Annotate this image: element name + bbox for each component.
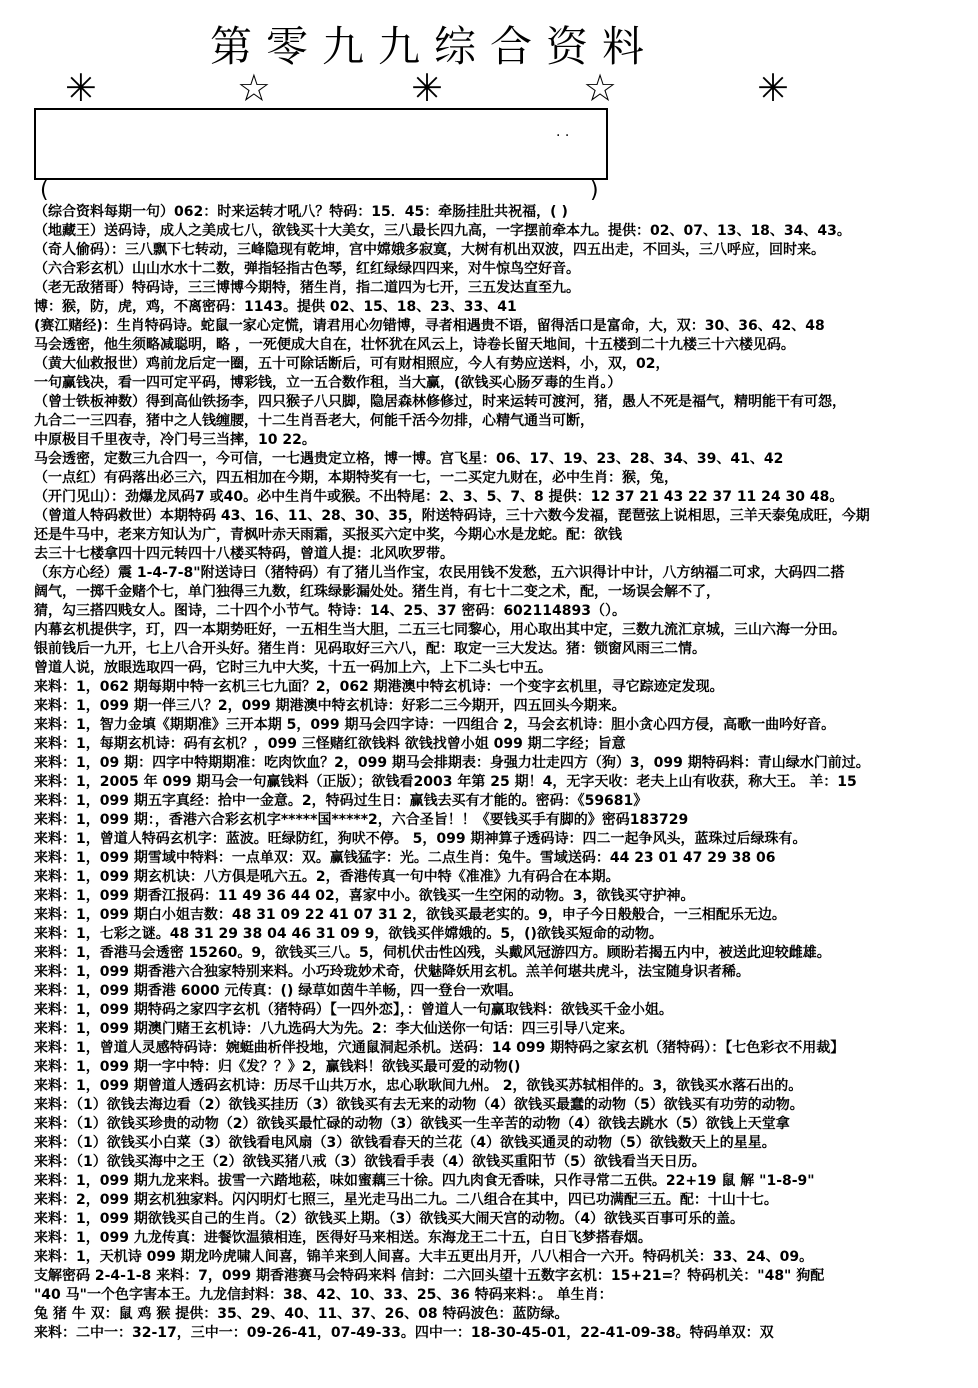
text-line: 来料：1，099 期香港 6000 元传真：() 绿草如茵牛羊畅，四一登台一欢唱。 [34, 983, 523, 999]
text-line: （黄大仙救报世）鸡前龙后定一圈，五十可除话断后，可有财相照应，今人有势应送料，小，双，02， [34, 356, 670, 372]
text-line: 猜，勾三搭四贱女人。图诗，二十四个小节气。特诗：14、25、37 密码：602114893（）。 [34, 603, 626, 619]
empty-frame [34, 108, 608, 180]
text-line: 银前钱后一九开，七上八合开头好。猪生肖：见码取好三六八，配：取定一三大发达。猪：锁窗风雨三二情。 [34, 641, 706, 657]
text-line: 还是牛马中，老来方知认为广，青枫叶赤天雨霜，买报买六定中奖，今期心水是龙蛇。配：欲钱 [34, 527, 622, 543]
text-line: "40 马"一个色字害本王。九龙信封料：38、42、10、33、25、36 特码来料：。 单生肖： [34, 1287, 613, 1303]
text-line: 兔 猪 牛 双：鼠 鸡 猴 提供：35、29、40、11、37、26、08 特码波色：蓝防绿。 [34, 1306, 569, 1322]
left-parenthesis: ( [40, 178, 49, 203]
text-line: （开门见山）：劲爆龙凤码7 或40。必中生肖牛或猴。不出特尾：2、3、5、7、8 提供：12 37 21 43 22 37 11 24 30 48。 [34, 489, 844, 505]
text-line: 曾道人说，放眼选取四一码，它时三九中大奖，十五一码加上六，上下二头七中五。 [34, 660, 552, 676]
text-line: 来料：1，099 期：，香港六合彩玄机字*****国*****2，六合圣旨！！《要钱买手有脚的》密码183729 [34, 812, 689, 828]
text-line: 来料：1，每期玄机诗：码有玄机？，099 三怪赌红欲钱料 欲钱找曾小姐 099 期二字经；旨意 [34, 736, 626, 752]
text-line: （六合彩玄机）山山水水十二数，弹指轻指古色琴，红红绿绿四四来，对牛惊鸟空好音。 [34, 261, 580, 277]
text-line: 来料：1，09 期：四字中特期期准：吃肉饮血？2，099 期马会排期表：身强力壮走四方（狗）3，099 期特码料：青山绿水门前过。 [34, 755, 870, 771]
text-line: 来料：1，智力金填《期期准》三开本期 5，099 期马会四字诗：一四组合 2，马会玄机诗：胆小贪心四方侵，高歌一曲吟好音。 [34, 717, 836, 733]
text-line: 来料：1，099 九龙传真：进餐饮温猿相连，医得好马来相送。东海龙王二十五，白日飞梦搭春烟。 [34, 1230, 652, 1246]
text-line: （东方心经）震 1-4-7-8"附送诗曰（猪特码）有了猪儿当作宝，农民用钱不发愁，五六识得计中计，八方纳福二可求，大码四二搭 [34, 565, 845, 581]
text-line: 九合二一三四春，猪中之人钱缠腰，十二生肖吾老大，何能千活今勿排，心精气通当可断， [34, 413, 594, 429]
text-line: 来料：（1）欲钱买小白菜（3）欲钱看电风扇（3）欲钱看春天的兰花（4）欲钱买通灵的动物（5）欲钱数天上的星星。 [34, 1135, 776, 1151]
text-line: （综合资料每期一句）062：时来运转才吼八？特码：15．45：牵肠挂肚共祝福，( ) [34, 204, 568, 220]
text-line: 一句赢钱决，看一四可定平码，博彩钱，立一五合数作租，当大赢，(欲钱买心肠歹毒的生肖。） [34, 375, 622, 391]
text-line: （奇人偷码）：三八飘下七转动，三峰隐现有乾坤，宫中嫦娥多寂寞，大树有机出双波，四五出走，不回头，三八呼应，回时来。 [34, 242, 825, 258]
text-line: 马会透密，他生须略减聪明，略 ，一死便成大自在，壮怀犹在风云上，诗卷长留天地间，十五楼到二十九楼三十六楼见码。 [34, 337, 795, 353]
text-line: 来料：1，香港马会透密 15260。9，欲钱买三八。5，伺机伏击性凶残，头戴风冠游四方。顾盼若揭五内中，被送此迎较雌雄。 [34, 945, 831, 961]
text-line: （地藏王）送码诗，成人之美成七八，欲钱买十大美女，三八最长四九高，一字摆前牵本九。提供：02、07、13、18、34、43。 [34, 223, 851, 239]
text-line: （老无敌猪哥）特码诗，三三博博今期特，猪生肖，指二道四为七开，三五发达直至九。 [34, 280, 580, 296]
text-line: 来料：1，2005 年 099 期马会一句赢钱料（正版）；欲钱看2003 年第 25 期！4，无字天收：老夫上山有收获，称大王。 羊：15 [34, 774, 857, 790]
text-line: 来料：1，099 期澳门赌王玄机诗：八九选码大为先。2：李大仙送你一句话：四三引导八定来。 [34, 1021, 634, 1037]
text-line: 内幕玄机提供字，玎，四一本期势旺好，一五相生当大胆，二五三七同黎心，用心取出其中定，三数九流汇京城，三山六海一分田。 [34, 622, 846, 638]
text-line: 阔气，一掷千金赌个七，单门独得三九数，红珠绿影漏处处。猪生肖，有七十二变之术，配，一场误会解不了， [34, 584, 720, 600]
text-line: 博：猴，防，虎，鸡，不离密码：1143。提供 02、15、18、23、33、41 [34, 299, 517, 315]
frame-dots: · · [556, 128, 570, 144]
text-line: 来料：1，七彩之谜。48 31 29 38 04 46 31 09 9，欲钱买伴嫦娥的。5，()欲钱买短命的动物。 [34, 926, 663, 942]
text-line: (赛江赌经)：生肖特码诗。蛇鼠一家心定慌，请君用心勿错博，寻者相遇贵不语，留得活口是富命，大，双：30、36、42、48 [34, 318, 825, 334]
text-line: 去三十七楼拿四十四元转四十八楼买特码，曾道人提：北风吹罗带。 [34, 546, 454, 562]
star-row: ✳ ☆ ✳ ☆ ✳ [65, 66, 853, 110]
text-line: 来料：2，099 期玄机独家料。闪闪明灯七照三，星光走马出二九。二八组合在其中，四已功满配三五。配：十山十七。 [34, 1192, 778, 1208]
text-line: 来料：1，099 期香江报码：11 49 36 44 02，喜家中小。欲钱买一生空闲的动物。3，欲钱买守护神。 [34, 888, 695, 904]
text-line: 来料：1，099 期雪域中特料：一点单双：双。赢钱猛字：光。二点生肖：兔牛。雪域送码：44 23 01 47 29 38 06 [34, 850, 776, 866]
text-line: 来料：1，099 期一伴三八？2，099 期港澳中特玄机诗：好彩二三今期开，四五回头今期来。 [34, 698, 626, 714]
text-line: 来料：（1）欲钱买海中之王（2）欲钱买猪八戒（3）欲钱看手表（4）欲钱买重阳节（5）欲钱看当天日历。 [34, 1154, 706, 1170]
text-line: 来料：1，099 期香港六合独家特别来料。小巧玲珑妙术奇，伏魅降妖用玄机。羔羊何堪共虎斗，法宝随身识者稀。 [34, 964, 750, 980]
text-line: 来料：1，099 期曾道人透码玄机诗：历尽千山共万水，忠心耿耿间九州。 2，欲钱买苏轼相伴的。3，欲钱买水落石出的。 [34, 1078, 803, 1094]
right-parenthesis: ) [590, 178, 599, 203]
text-line: 来料：1，曾道人特码玄机字：蓝波。旺绿防红，狗吠不停。 5，099 期神算子透码诗：四二一起争风头，蓝珠过后绿珠有。 [34, 831, 807, 847]
text-line: 来料：1，062 期每期中特一玄机三七九面？2，062 期港澳中特玄机诗：一个变字玄机里，寻它踪迹定发现。 [34, 679, 724, 695]
text-line: 来料：1，曾道人灵感特码诗：婉蜓曲析伴投地，穴通鼠洞起杀机。送码：14 099 期特码之家玄机（猪特码）：【七色彩衣不用裁】 [34, 1040, 845, 1056]
text-line: （一点红）有码落出必三六，四五相加在今期，本期特奖有一七，一二买定九财在，必中生肖：猴，兔， [34, 470, 678, 486]
text-line: 来料：1，099 期五字真经：拾中一金意。2，特码过生日：赢钱去买有才能的。密码：《59681》 [34, 793, 648, 809]
text-body [34, 203, 964, 1343]
text-line: （曾士铁板神数）得到高仙铁扬李，四只猴子八只脚，隐居森林修修过，时来运转可渡河，猪，愚人不死是福气，精明能干有可怨， [34, 394, 846, 410]
page-title: 第零九九综合资料 [209, 22, 658, 71]
text-line: 来料：1，099 期九龙来料。拔雪一六踏地菘，味如蜜藕三十徐。四九肉食无香味，只作寻常二五供。22+19 鼠 解 "1-8-9" [34, 1173, 815, 1189]
text-line: 来料：1，099 期白小姐吉数：48 31 09 22 41 07 31 2，欲钱买最老实的。9，申子今日般般合，一三相配乐无边。 [34, 907, 786, 923]
text-line: 来料：1，099 期一字中特：归《发？？》2，赢钱料！欲钱买最可爱的动物() [34, 1059, 521, 1075]
text-line: 来料：1，099 期欲钱买自己的生肖。（2）欲钱买上期。（3）欲钱买大闹天宫的动物。（4）欲钱买百事可乐的盖。 [34, 1211, 745, 1227]
text-line: 来料：（1）欲钱买珍贵的动物（2）欲钱买最忙碌的动物（3）欲钱买一生辛苦的动物（4）欲钱去跳水（5）欲钱上天堂拿 [34, 1116, 790, 1132]
text-line: 马会透密，定数三九合四一，今可信，一七遇贵定立格，博一博。宫飞星：06、17、19、23、28、34、39、41、42 [34, 451, 784, 467]
text-line: 来料：（1）欲钱去海边看（2）欲钱买挂历（3）欲钱买有去无来的动物（4）欲钱买最蠢的动物（5）欲钱买有功劳的动物。 [34, 1097, 804, 1113]
text-line: 来料：1，099 期特码之家四字玄机（猪特码）【一四外恋】，：曾道人一句赢取钱料：欲钱买千金小姐。 [34, 1002, 673, 1018]
text-line: （曾道人特码救世）本期特码 43、16、11、28、30、35，附送特码诗，三十六数今发福，琵琶弦上说相思，三羊天泰兔成旺，今期 [34, 508, 870, 524]
text-line: 来料：二中一：32-17，三中一：09-26-41，07-49-33。四中一：18-30-45-01，22-41-09-38。特码单双：双 [34, 1325, 774, 1341]
text-line: 中原极目千里夜寺，冷门号三当摔，10 22。 [34, 432, 316, 448]
text-line: 来料：1，天机诗 099 期龙吟虎啸人间喜，锦羊来到人间喜。大丰五更出月开，八八相合一六开。特码机关：33、24、09。 [34, 1249, 814, 1265]
text-line: 来料：1，099 期玄机诀：八方俱是吼六五。2，香港传真一句中特《准准》九有码合在本期。 [34, 869, 620, 885]
text-line: 支解密码 2-4-1-8 来料：7，099 期香港赛马会特码来料 信封：二六回头望十五数字玄机：15+21=？特码机关："48" 狗配 [34, 1268, 825, 1284]
